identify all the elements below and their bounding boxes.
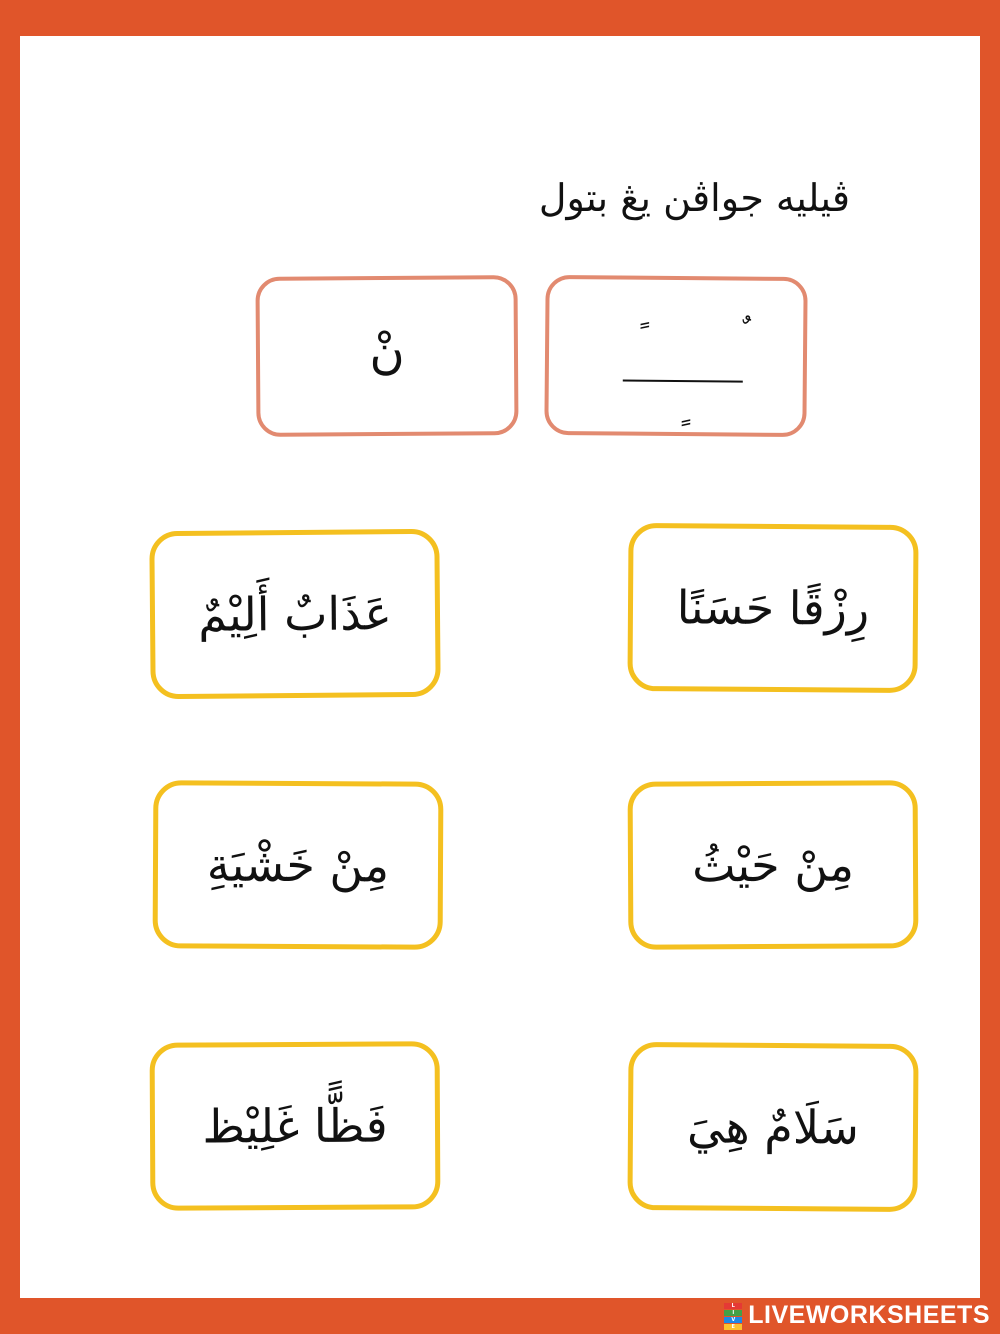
liveworksheets-brand[interactable]	[724, 1301, 990, 1330]
word-card-rizqan-hasanan[interactable]: رِزْقًا حَسَنًا	[627, 523, 918, 693]
word-card-min-haithu[interactable]: مِنْ حَيْثُ	[628, 780, 919, 950]
tanwin-line	[623, 380, 743, 383]
liveworksheets-logo-icon: L I V E	[724, 1303, 742, 1329]
brand-name: LIVEWORKSHEETS	[748, 1301, 990, 1329]
instruction-title: ڤيليه جواڤن يڠ بتول	[538, 176, 850, 220]
nun-sakinah-label: نْ	[369, 323, 405, 381]
worksheet-page	[20, 36, 980, 1298]
word-card-salamun-hiya[interactable]: سَلَامٌ هِيَ	[627, 1042, 918, 1212]
drop-box-tanwin[interactable]	[544, 275, 807, 437]
word-card-min-khasyah[interactable]: مِنْ خَشْيَةِ	[153, 780, 444, 950]
word-card-adhabun-alim[interactable]: عَذَابٌ أَلِيْمٌ	[149, 529, 440, 700]
word-card-fazzan-ghaliz[interactable]: فَظًّا غَلِيْظ	[150, 1041, 441, 1211]
drop-box-nun-sakinah[interactable]	[255, 275, 518, 437]
